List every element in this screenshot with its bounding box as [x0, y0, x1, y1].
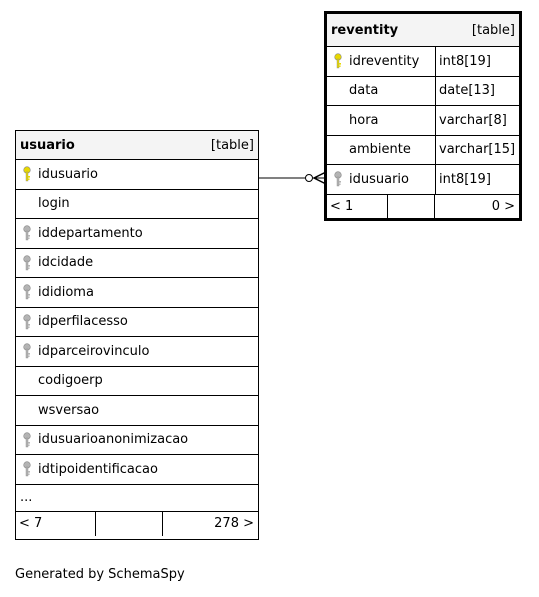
column-name: data: [349, 83, 379, 99]
column-name: iddepartamento: [38, 225, 143, 241]
column-name: idperfilacesso: [38, 314, 128, 330]
footer-middle: [388, 195, 435, 219]
parents-count[interactable]: < 1: [327, 195, 388, 219]
table-name: reventity: [331, 22, 399, 38]
reventity-table-header[interactable]: [327, 14, 519, 47]
parents-count[interactable]: < 7: [16, 512, 96, 536]
foreign-key-icon: [16, 432, 38, 448]
column-row[interactable]: [16, 219, 258, 249]
foreign-key-icon: [16, 343, 38, 359]
column-row[interactable]: [16, 337, 258, 367]
foreign-key-icon: [16, 314, 38, 330]
primary-key-icon: [16, 166, 38, 182]
column-name: login: [38, 196, 70, 212]
table-name: usuario: [20, 137, 75, 153]
column-row[interactable]: [327, 136, 519, 166]
reventity-table-footer: [327, 195, 519, 219]
column-type: varchar[15]: [435, 136, 519, 165]
column-row[interactable]: [327, 165, 519, 195]
column-type: int8[19]: [435, 47, 519, 76]
usuario-table-header[interactable]: [16, 131, 258, 160]
reventity-table[interactable]: [324, 11, 522, 221]
table-kind: [table]: [471, 22, 515, 38]
column-name: idusuario: [349, 171, 409, 187]
column-row[interactable]: [16, 190, 258, 220]
foreign-key-icon: [16, 461, 38, 477]
children-count[interactable]: 278 >: [214, 516, 254, 531]
usuario-table-footer: [16, 512, 258, 536]
zero-cardinality-circle: [306, 175, 313, 182]
column-name: idreventity: [349, 53, 420, 69]
column-row[interactable]: [16, 426, 258, 456]
children-count[interactable]: 0 >: [491, 199, 515, 214]
column-name: hora: [349, 112, 379, 128]
column-type: int8[19]: [435, 165, 519, 194]
column-row[interactable]: [16, 308, 258, 338]
column-name: ididioma: [38, 284, 94, 300]
footer-middle: [96, 512, 163, 536]
column-name: idcidade: [38, 255, 94, 271]
column-name: idparceirovinculo: [38, 343, 150, 359]
column-name: idusuario: [38, 166, 98, 182]
usuario-table[interactable]: [15, 130, 259, 540]
column-row[interactable]: [327, 106, 519, 136]
column-row[interactable]: [16, 249, 258, 279]
column-type: date[13]: [435, 77, 519, 106]
column-name: codigoerp: [38, 373, 103, 389]
column-type: varchar[8]: [435, 106, 519, 135]
table-kind: [table]: [210, 137, 254, 153]
column-name: wsversao: [38, 402, 100, 418]
foreign-key-icon: [16, 284, 38, 300]
column-row[interactable]: [327, 47, 519, 77]
column-row[interactable]: [16, 396, 258, 426]
foreign-key-icon: [16, 225, 38, 241]
column-row[interactable]: [16, 367, 258, 397]
foreign-key-icon: [327, 171, 349, 187]
generated-by-note: Generated by SchemaSpy: [15, 567, 185, 582]
column-row[interactable]: [327, 77, 519, 107]
primary-key-icon: [327, 53, 349, 69]
column-row[interactable]: [16, 160, 258, 190]
more-columns-row: ...: [16, 485, 258, 512]
column-row[interactable]: [16, 455, 258, 485]
column-name: idtipoidentificacao: [38, 461, 158, 477]
column-row[interactable]: [16, 278, 258, 308]
column-name: idusuarioanonimizacao: [38, 432, 189, 448]
foreign-key-icon: [16, 255, 38, 271]
column-name: ambiente: [349, 142, 411, 158]
